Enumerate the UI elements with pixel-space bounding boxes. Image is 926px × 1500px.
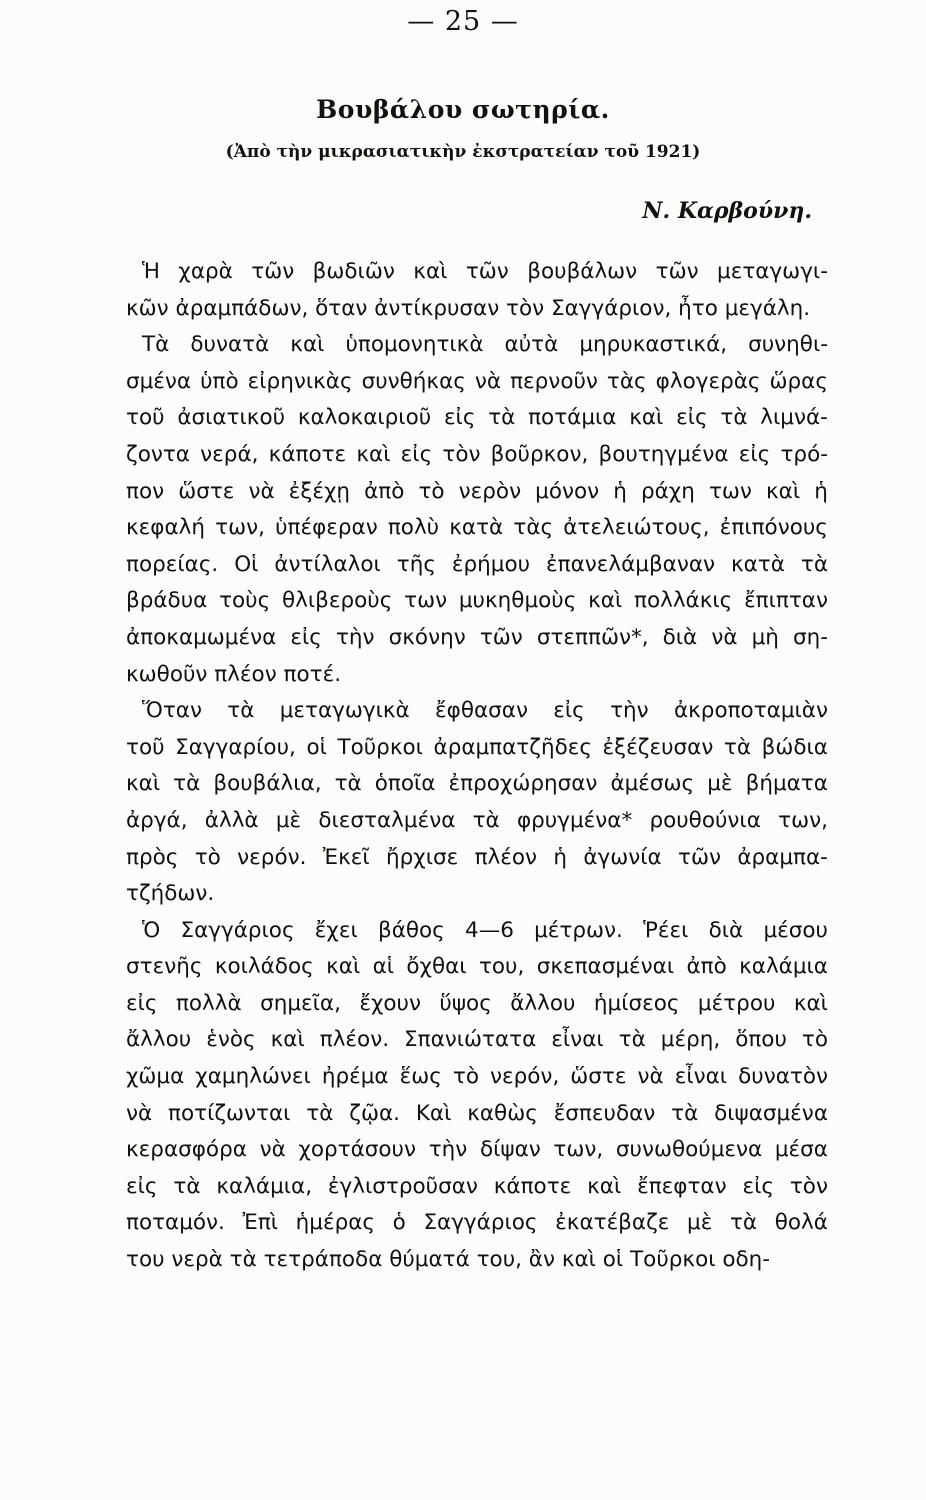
text-line: του νερὰ τὰ τετράποδα θύματά του, ἂν καὶ οἱ Τοῦρκοι οδη- [126, 1247, 771, 1273]
text-line: πορείας. Οἱ ἀντίλαλοι τῆς ἐρήμου ἐπανελάμβαναν κατὰ τὰ [126, 551, 828, 577]
text-line: Ὁ Σαγγάριος ἔχει βάθος 4—6 μέτρων. Ῥέει διὰ μέσου [142, 917, 828, 943]
text-line: τζήδων. [126, 881, 215, 907]
text-line: ἀποκαμωμένα εἰς τὴν σκόνην τῶν στεππῶν*, διὰ νὰ μὴ ση- [126, 624, 828, 650]
text-line: Τὰ δυνατὰ καὶ ὑπομονητικὰ αὐτὰ μηρυκαστικά, συνηθι- [142, 332, 828, 358]
paragraph [126, 327, 828, 693]
paragraph [126, 913, 828, 1279]
text-line: Ἡ χαρὰ τῶν βωδιῶν καὶ τῶν βουβάλων τῶν μεταγωγι- [142, 259, 828, 284]
text-line: κῶν ἀραμπάδων, ὅταν ἀντίκρυσαν τὸν Σαγγάριον, ἦτο μεγάλη. [126, 295, 811, 321]
text-line: τοῦ Σαγγαρίου, οἱ Τοῦρκοι ἀραμπατζῆδες ἐξέζευσαν τὰ βώδια [126, 734, 828, 760]
article-title: Βουβάλου σωτηρία. [316, 95, 610, 124]
paragraph [126, 254, 828, 327]
text-line: βράδυα τοὺς θλιβεροὺς των μυκηθμοὺς καὶ πολλάκις ἔπιπταν [126, 588, 828, 614]
text-line: κεφαλή των, ὑπέφεραν πολὺ κατὰ τὰς ἀτελειώτους, ἐπιπόνους [126, 515, 828, 541]
text-line: νὰ ποτίζωνται τὰ ζῷα. Καὶ καθὼς ἔσπευδαν τὰ διψασμένα [126, 1100, 828, 1126]
text-line: εἰς τὰ καλάμια, ἐγλιστροῦσαν κάποτε καὶ ἔπεφταν εἰς τὸν [126, 1173, 828, 1199]
text-line: ἄλλου ἑνὸς καὶ πλέον. Σπανιώτατα εἶναι τὰ μέρη, ὅπου τὸ [126, 1027, 828, 1053]
paragraph [126, 693, 828, 913]
text-line: εἰς πολλὰ σημεῖα, ἔχουν ὕψος ἄλλου ἡμίσεος μέτρου καὶ [126, 990, 828, 1016]
text-line: τοῦ ἀσιατικοῦ καλοκαιριοῦ εἰς τὰ ποτάμια καὶ εἰς τὰ λιμνά- [126, 405, 828, 431]
text-line: στενῆς κοιλάδος καὶ αἱ ὄχθαι του, σκεπασμέναι ἀπὸ καλάμια [126, 954, 828, 980]
text-line: καὶ τὰ βουβάλια, τὰ ὁποῖα ἐπροχώρησαν ἀμέσως μὲ βήματα [126, 771, 828, 797]
page-number: — 25 — [407, 6, 519, 37]
text-line: χῶμα χαμηλώνει ἠρέμα ἕως τὸ νερόν, ὥστε νὰ εἶναι δυνατὸν [126, 1064, 828, 1090]
text-line: πρὸς τὸ νερόν. Ἐκεῖ ἤρχισε πλέον ἡ ἀγωνία τῶν ἀραμπα- [126, 844, 828, 870]
text-line: σμένα ὑπὸ εἰρηνικὰς συνθήκας νὰ περνοῦν τὰς φλογερὰς ὥρας [126, 368, 828, 394]
author-name: Ν. Καρβούνη. [642, 198, 812, 224]
article-body [126, 254, 828, 1279]
article-subtitle: (Ἀπὸ τὴν μικρασιατικὴν ἐκστρατείαν τοῦ 1921) [225, 142, 701, 162]
text-line: ποταμόν. Ἐπὶ ἡμέρας ὁ Σαγγάριος ἐκατέβαζε μὲ τὰ θολά [126, 1210, 828, 1236]
text-line: Ὅταν τὰ μεταγωγικὰ ἔφθασαν εἰς τὴν ἀκροποταμιὰν [142, 698, 828, 724]
text-line: πον ὥστε νὰ ἐξέχῃ ἀπὸ τὸ νερὸν μόνον ἡ ράχη των καὶ ἡ [126, 478, 828, 504]
text-line: ἀργά, ἀλλὰ μὲ διεσταλμένα τὰ φρυγμένα* ρουθούνια των, [126, 807, 828, 833]
text-line: κωθοῦν πλέον ποτέ. [126, 661, 342, 687]
text-line: κερασφόρα νὰ χορτάσουν τὴν δίψαν των, συνωθούμενα μέσα [126, 1137, 828, 1163]
text-line: ζοντα νερά, κάποτε καὶ εἰς τὸν βοῦρκον, βουτηγμένα εἰς τρό- [126, 441, 828, 467]
